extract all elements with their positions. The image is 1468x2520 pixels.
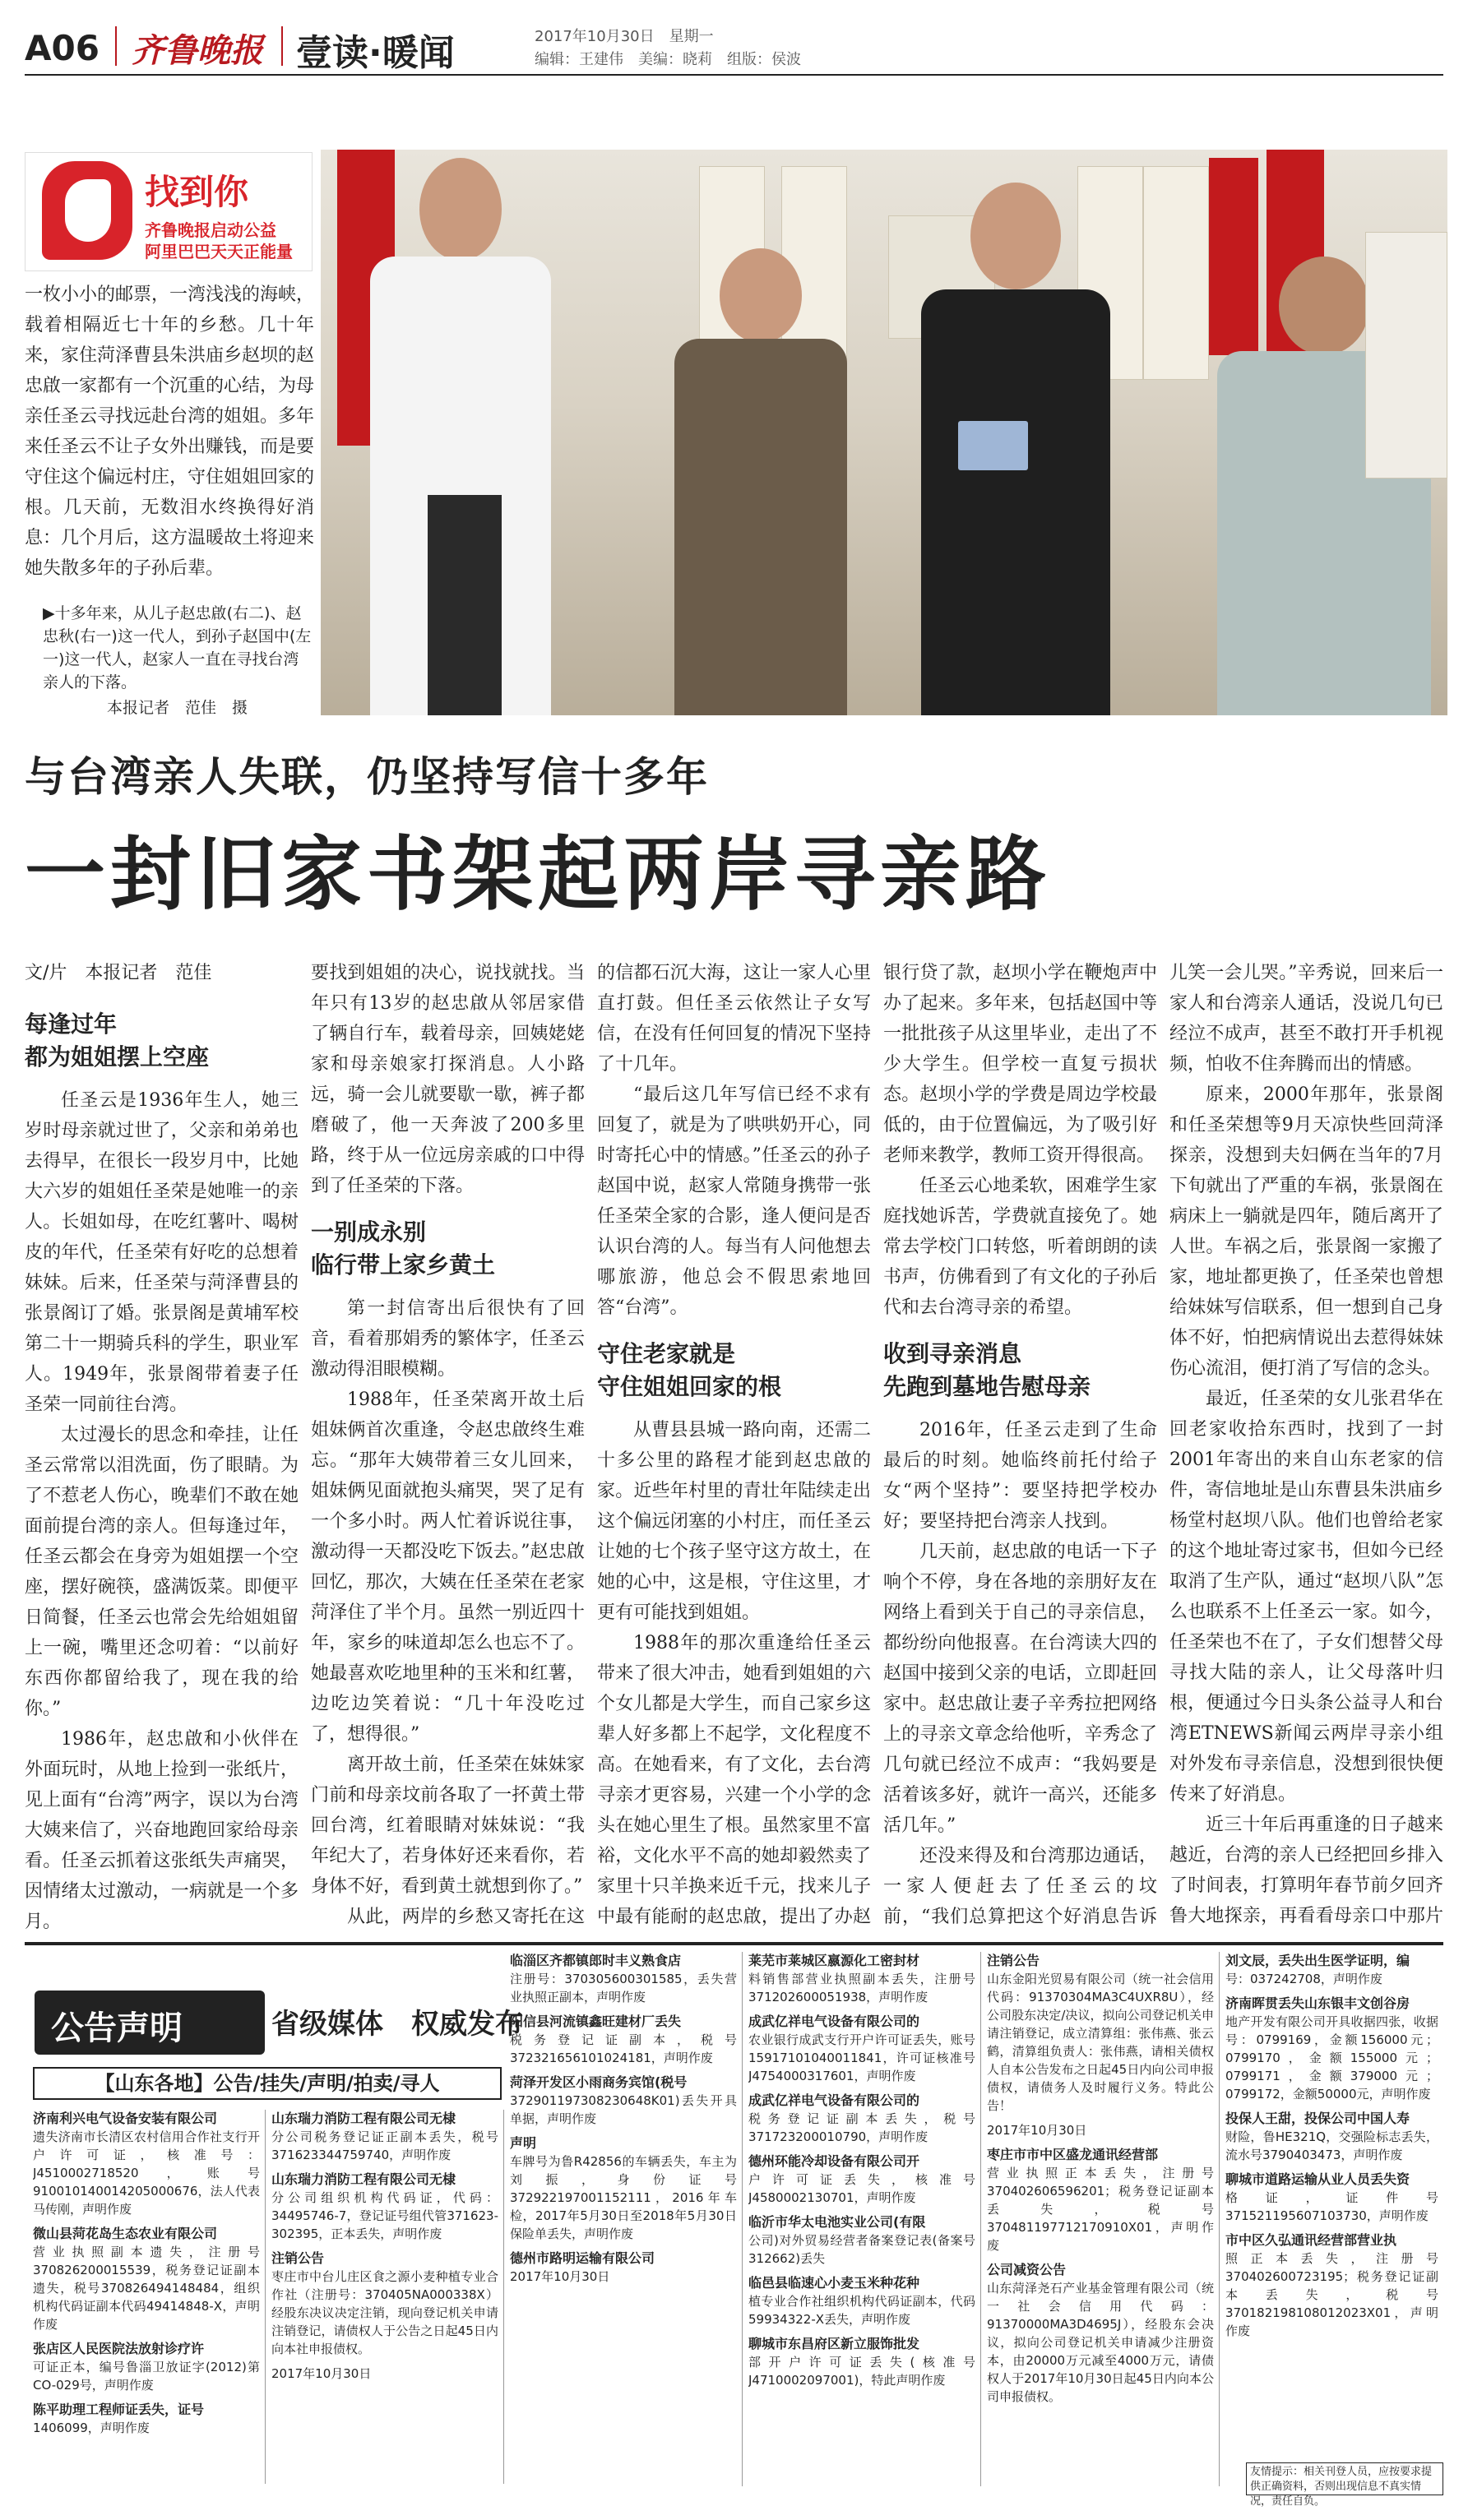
- ad-item: 2017年10月30日: [987, 2123, 1087, 2138]
- ad-column-1: [33, 2110, 266, 2484]
- ad-item: 济南利兴电气设备安装有限公司 遗失济南市长清区农村信用合作社支行开户许可证，核准号：J4510002718520，账号910010140014205000676，法人代表马传刚，声明作废: [33, 2111, 260, 2217]
- ad-item: 刘文辰，丢失出生医学证明，编 号：037242708，声明作废: [1225, 1953, 1410, 1986]
- section-heading: 收到寻亲消息 先跑到墓地告慰母亲: [883, 1340, 1091, 1400]
- ad-item: 微山县菏花岛生态农业有限公司 营业执照副本遗失，注册号370826200015539，税务登记证副本遗失，税号370826494148484，组织机构代码证副本代码49414848-X，声明作废: [33, 2226, 260, 2332]
- ad-item: 聊城市道路运输从业人员丢失资 格证，证件号371521195607103730，声明作废: [1225, 2171, 1438, 2223]
- ad-item: 临沂市华太电池实业公司(有限 公司)对外贸易经营者备案登记表(备案号312662)丢失: [748, 2214, 975, 2266]
- ad-item: 山东瑞力消防工程有限公司无棣 分公司税务登记证正副本丢失，税号371623344759740，声明作废: [271, 2111, 498, 2162]
- ad-column-6: [1225, 1952, 1443, 2458]
- ad-item: 成武亿祥电气设备有限公司的 农业银行成武支行开户许可证丢失，账号15917101040011841，许可证核准号J4754000317601，声明作废: [748, 2014, 975, 2083]
- article-column-4: [883, 958, 1157, 1936]
- paragraph: 离开故土前，任圣荣在妹妹家门前和母亲坟前各取了一抔黄土带回台湾，红着眼睛对妹妹说：“我年纪大了，若身体好还来看你，若身体不好，看到黄土就想到你了。”: [311, 1755, 585, 1897]
- paper-name: 齐鲁晚报: [132, 31, 263, 70]
- ad-item: 济南晖贯丢失山东银丰文创谷房 地产开发有限公司开具收据四张，收据号：0799169，金额156000元；0799170，金额155000元；0799171，金额379000元；0799172，金额50000元，声明作废: [1225, 1995, 1438, 2102]
- paragraph: 还没来得及和台湾那边通话，一家人便赶去了任圣云的坟前，“我们总算把这个好消息告诉: [883, 1846, 1157, 1927]
- issue-date: 2017年10月30日 星期一: [535, 28, 714, 45]
- paragraph: 1988年，任圣荣离开故土后姐妹俩首次重逢，令赵忠啟终生难忘。“那年大姨带着三女儿回来，姐妹俩见面就抱头痛哭，哭了足有一个多小时。两人忙着诉说往事，激动得一天都没吃下饭去。”赵忠啟回忆，那次，大姨在任圣荣在老家菏泽住了半个月。虽然一别近四十年，家乡的味道却怎么也忘不了。她最喜欢吃地里种的玉米和红薯，边吃边笑着说：“几十年没吃过了，想得很。”: [311, 1389, 585, 1745]
- ad-item: 公司减资公告 山东菏泽尧石产业基金管理有限公司（统一社会信用代码：91370000MA3D4695J），经股东会决议，拟向公司登记机关申请减少注册资本，由20000万元减至4000万元，请债权人于2017年10月30日起45日内向本公司申报债权。: [987, 2262, 1214, 2404]
- paragraph: 任圣云是1936年生人，她三岁时母亲就过世了，父亲和弟弟也去得早，在很长一段岁月中，比她大六岁的姐姐任圣荣是她唯一的亲人。长姐如母，在吃红薯叶、喝树皮的年代，任圣荣有好吃的总想着妹妹。后来，任圣荣与菏泽曹县的张景阁订了婚。张景阁是黄埔军校第二十一期骑兵科的学生，职业军人。1949年，张景阁带着妻子任圣荣一同前往台湾。: [25, 1090, 299, 1415]
- photo-credit: 本报记者 范佳 摄: [107, 699, 248, 717]
- paragraph: 近三十年后再重逢的日子越来越近，台湾的亲人已经把回乡排入了时间表，打算明年春节前夕回齐鲁大地探亲，再看看母亲口中那片: [1169, 1815, 1443, 1926]
- ad-item: 菏泽开发区小雨商务宾馆(税号 372901197308230648K01)丢失开具单据，声明作废: [510, 2074, 737, 2126]
- byline: 文/片 本报记者 范佳: [25, 963, 212, 983]
- logo-title: 找到你: [145, 172, 249, 212]
- ad-column-4: [748, 1952, 981, 2486]
- ad-item: 陈平助理工程师证丢失，证号 1406099，声明作废: [33, 2402, 205, 2435]
- caption-text: 十多年来，从儿子赵忠啟(右二)、赵忠秋(右一)这一代人，到孙子赵国中(左一)这一代人，赵家人一直在寻找台湾亲人的下落。: [43, 604, 312, 691]
- red-banner: [1209, 158, 1258, 355]
- paragraph: 的信都石沉大海，这让一家人心里直打鼓。但任圣云依然让子女写信，在没有任何回复的情况下坚持了十几年。: [597, 963, 871, 1075]
- ad-item: 注销公告 山东金阳光贸易有限公司（统一社会信用代码：91370304MA3C4UXR8U），经公司股东决定/决议，拟向公司登记机关申请注销登记，成立清算组：张伟燕、张云鹤，清算组负责人：张伟燕，请相关债权人自本公告发布之日起45日内向公司申报债权，请债务人及时履行义务。特此公告！: [987, 1953, 1214, 2113]
- logo-subtitle: 齐鲁晚报启动公益: [145, 220, 276, 240]
- section-title: 壹读·暖闻: [296, 32, 455, 74]
- ad-item: 阳信县河流镇鑫旺建材厂丢失 税务登记证副本，税号372321656101024181，声明作废: [510, 2014, 737, 2065]
- editor-credits: 编辑：王建伟 美编：晓莉 组版：侯波: [535, 51, 801, 68]
- ad-column-2: [271, 2110, 504, 2484]
- family-photo: [321, 150, 1447, 715]
- section-heading: 一别成永别 临行带上家乡黄土: [311, 1218, 496, 1278]
- article-column-3: [597, 958, 871, 1936]
- headline: 一封旧家书架起两岸寻亲路: [25, 828, 1052, 922]
- ad-item: 莱芜市莱城区嬴源化工密封材 料销售部营业执照副本丢失，注册号371202600051938，声明作废: [748, 1953, 975, 2004]
- ad-item: 注销公告 枣庄市中台儿庄区食之源小麦种植专业合作社（注册号：370405NA000338X）经股东决议决定注销，现向登记机关申请注销登记，请债权人于公告之日起45日内向本社申报债权。: [271, 2250, 498, 2356]
- wall-scroll: [1143, 166, 1209, 380]
- ad-item: 聊城市东昌府区新立服饰批发 部开户许可证丢失(核准号J4710002097001)，特此声明作废: [748, 2336, 975, 2388]
- section-heading: 每逢过年 都为姐姐摆上空座: [25, 1010, 210, 1070]
- article-column-2: [311, 958, 585, 1936]
- page-number: A06: [25, 28, 100, 68]
- ad-item: 临淄区齐都镇郎时丰义熟食店 注册号：370305600301585，丢失营业执照正副本，声明作废: [510, 1953, 737, 2004]
- paragraph: 太过漫长的思念和牵挂，让任圣云常常以泪洗面，伤了眼睛。为了不惹老人伤心，晚辈们不敢在她面前提台湾的亲人。但每逢过年，任圣云都会在身旁为姐姐摆一个空座，摆好碗筷，盛满饭菜。即便平日简餐，任圣云也常会先给姐姐留上一碗，嘴里还念叨着：“以前好东西你都留给我了，现在我的给你。”: [25, 1425, 299, 1719]
- speech-bubble-icon: [42, 161, 132, 260]
- ad-item: 2017年10月30日: [271, 2366, 372, 2381]
- paragraph: 任圣云心地柔软，困难学生家庭找她诉苦，学费就直接免了。她常去学校门口转悠，听着朗朗的读书声，仿佛看到了有文化的子孙后代和去台湾寻亲的希望。: [883, 1176, 1157, 1318]
- masthead: [25, 18, 1443, 76]
- paragraph: 最近，任圣荣的女儿张君华在回老家收拾东西时，找到了一封2001年寄出的来自山东老家的信件，寄信地址是山东曹县朱洪庙乡杨堂村赵坝八队。他们也曾给老家的这个地址寄过家书，但如今已经取消了生产队，通过“赵坝八队”怎么也联系不上任圣云一家。如今，任圣荣也不在了，子女们想替父母寻找大陆的亲人，让父母落叶归根，便通过今日头条公益寻人和台湾ETNEWS新闻云两岸寻亲小组对外发布寻亲信息，没想到很快便传来了好消息。: [1169, 1389, 1443, 1805]
- ad-item: 成武亿祥电气设备有限公司的 税务登记证副本丢失，税号371723200010790，声明作废: [748, 2092, 975, 2144]
- ad-banner-title: 公告声明: [51, 2009, 183, 2047]
- ad-banner: [35, 1991, 265, 2055]
- paragraph: 第一封信寄出后很快有了回音，看着那娟秀的繁体字，任圣云激动得泪眼模糊。: [311, 1298, 585, 1380]
- ad-categories: 【山东各地】公告/挂失/声明/拍卖/寻人: [33, 2067, 502, 2100]
- article-column-1: [25, 958, 299, 1936]
- ad-item: 山东瑞力消防工程有限公司无棣 分公司组织机构代码证，代码：34495746-7，登记证号组代管371623-302395，正本丢失，声明作废: [271, 2171, 498, 2241]
- ad-item: 市中区久弘通讯经营部营业执 照正本丢失，注册号370402600723195；税务登记证副本丢失，税号370182198108012023X01，声明作废: [1225, 2232, 1438, 2338]
- paragraph: 2016年，任圣云走到了生命最后的时刻。她临终前托付给子女“两个坚持”：要坚持把学校办好；要坚持把台湾亲人找到。: [883, 1420, 1157, 1532]
- paragraph: 儿笑一会儿哭。”辛秀说，回来后一家人和台湾亲人通话，没说几句已经泣不成声，甚至不敢打开手机视频，怕收不住奔腾而出的情感。: [1169, 963, 1443, 1075]
- paragraph: 原来，2000年那年，张景阁和任圣荣想等9月天凉快些回菏泽探亲，没想到夫妇俩在当年的7月下旬就出了严重的车祸，张景阁在病床上一躺就是四年，随后离开了人世。车祸之后，张景阁一家搬了家，地址都更换了，任圣荣也曾想给妹妹写信联系，但一想到自己身体不好，怕把病情说出去惹得妹妹伤心流泪，便打消了写信的念头。: [1169, 1084, 1443, 1379]
- paragraph: “最后这几年写信已经不求有回复了，就是为了哄哄奶开心，同时寄托心中的情感。”任圣云的孙子赵国中说，赵家人常随身携带一张任圣荣全家的合影，逢人便问是否认识台湾的人。每当有人问他想去哪旅游，他总会不假思索地回答“台湾”。: [597, 1084, 871, 1318]
- ad-item: 临邑县临速心小麦玉米种花种 植专业合作社组织机构代码证副本，代码59934322-X丢失，声明作废: [748, 2275, 975, 2327]
- cabinet: [1365, 232, 1447, 479]
- ad-item: 枣庄市市中区盛龙通讯经营部 营业执照正本丢失，注册号370402606596201；税务登记证副本丢失，税号370481197712170910X01，声明作废: [987, 2147, 1214, 2253]
- ad-item: 德州市路明运输有限公司 2017年10月30日: [510, 2250, 655, 2284]
- subheadline: 与台湾亲人失联，仍坚持写信十多年: [25, 753, 709, 801]
- header-divider: [115, 26, 117, 66]
- paragraph: 从曹县县城一路向南，还需二十多公里的路程才能到赵忠啟的家。近些年村里的青壮年陆续走出这个偏远闭塞的小村庄，而任圣云让她的七个孩子坚守这方故土，在她的心中，这是根，守住这里，才更有可能找到姐姐。: [597, 1420, 871, 1623]
- ad-column-5: [987, 1952, 1220, 2486]
- logo-subtitle: 阿里巴巴天天正能量: [145, 242, 293, 261]
- paragraph: 从此，两岸的乡愁又寄托在这: [347, 1907, 585, 1927]
- header-divider: [281, 26, 283, 66]
- paragraph: 几天前，赵忠啟的电话一下子响个不停，身在各地的亲朋好友在网络上看到关于自己的寻亲信息，都纷纷向他报喜。在台湾读大四的赵国中接到父亲的电话，立即赶回家中。赵忠啟让妻子辛秀拉把网络上的寻亲文章念给他听，辛秀念了几句就已经泣不成声：“我妈要是活着该多好，就许一高兴，还能多活几年。”: [883, 1542, 1157, 1836]
- campaign-logo: [25, 152, 313, 271]
- friendly-notice: 友情提示：相关刊登人员，应按要求提供正确资料，否则出现信息不真实情况，责任自负。: [1246, 2462, 1443, 2495]
- ad-item: 声明 车牌号为鲁R42856的车辆丢失，车主为刘振，身份证号372922197001152111，2016年车检，2017年5月30日至2018年5月30日保险单丢失，声明作废: [510, 2135, 737, 2241]
- intro-paragraph: 一枚小小的邮票，一湾浅浅的海峡，载着相隔近七十年的乡愁。几十年来，家住菏泽曹县朱洪庙乡赵坝的赵忠啟一家都有一个沉重的心结，为母亲任圣云寻找远赴台湾的姐姐。多年来任圣云不让子女外出赚钱，而是要守住这个偏远村庄，守住姐姐回家的根。几天前，无数泪水终换得好消息：几个月后，这方温暖故土将迎来她失散多年的子孙后辈。: [25, 284, 314, 579]
- section-heading: 守住老家就是 守住姐姐回家的根: [597, 1340, 782, 1400]
- ad-item: 投保人王甜，投保公司中国人寿 财险，鲁HE321Q，交强险标志丢失，流水号3790403473，声明作废: [1225, 2111, 1438, 2162]
- classified-ads: [25, 1942, 1443, 2485]
- ad-slogan: 省级媒体 权威发布: [271, 2008, 523, 2041]
- ad-item: 德州环能冷却设备有限公司开 户许可证丢失，核准号J4580002130701，声明作废: [748, 2153, 975, 2205]
- paragraph: 1986年，赵忠啟和小伙伴在外面玩时，从地上捡到一张纸片，见上面有“台湾”两字，误以为台湾大姨来信了，兴奋地跑回家给母亲看。任圣云抓着这张纸失声痛哭，因情绪太过激动，一病就是一个多月。: [25, 1729, 299, 1932]
- paragraph: 银行贷了款，赵坝小学在鞭炮声中办了起来。多年来，包括赵国中等一批批孩子从这里毕业，走出了不少大学生。但学校一直复亏损状态。赵坝小学的学费是周边学校最低的，由于位置偏远，为了吸引好老师来教学，教师工资开得很高。: [883, 963, 1157, 1166]
- face-icon: [65, 179, 111, 242]
- article-column-5: [1169, 958, 1443, 1936]
- ad-item: 张店区人民医院法放射诊疗许 可证正本，编号鲁淄卫放证字(2012)第CO-029号，声明作废: [33, 2341, 260, 2393]
- photo-caption: ▶十多年来，从儿子赵忠啟(右二)、赵忠秋(右一)这一代人，到孙子赵国中(左一)这一代人，赵家人一直在寻找台湾亲人的下落。: [43, 604, 312, 691]
- ad-column-3: [510, 1952, 743, 2486]
- paragraph: 1988年的那次重逢给任圣云带来了很大冲击，她看到姐姐的六个女儿都是大学生，而自己家乡这辈人好多都上不起学，文化程度不高。在她看来，有了文化，去台湾寻亲才更容易，兴建一个小学的念头在她心里生了根。虽然家里不富裕，文化水平不高的她却毅然卖了家里十只羊换来近千元，找来儿子中最有能耐的赵忠啟，提出了办赵: [597, 1633, 871, 1927]
- paragraph: 要找到姐姐的决心，说找就找。当年只有13岁的赵忠啟从邻居家借了辆自行车，载着母亲，回姨姥姥家和母亲娘家打探消息。人小路远，骑一会儿就要歇一歇，裤子都磨破了，他一天奔波了200多里路，终于从一位远房亲戚的口中得到了任圣荣的下落。: [311, 963, 585, 1196]
